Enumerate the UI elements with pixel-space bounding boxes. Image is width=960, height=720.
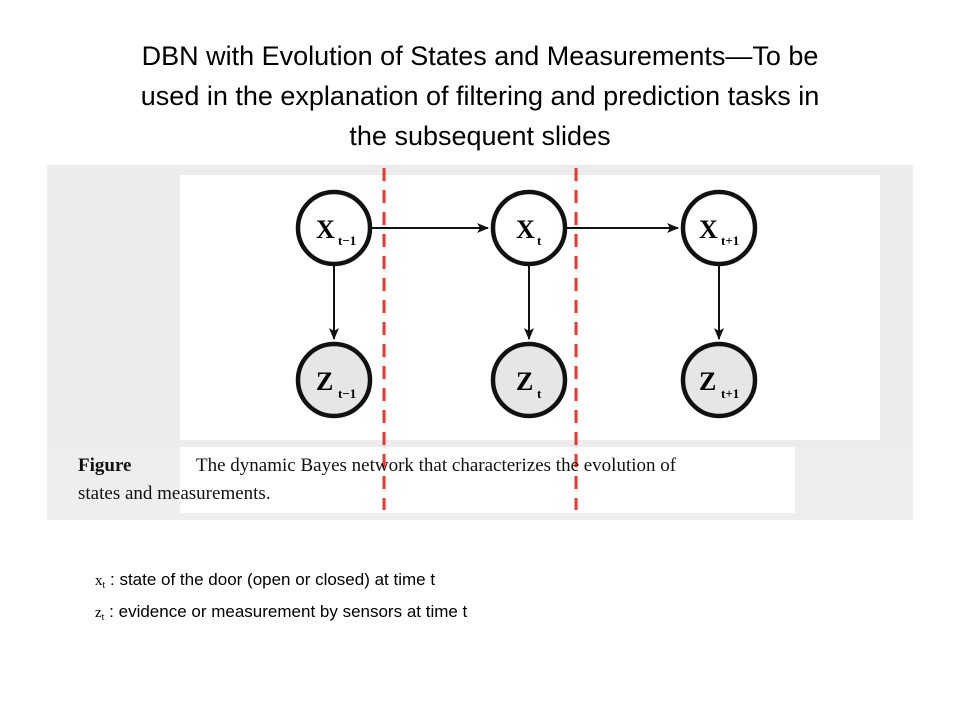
- title-line-2: used in the explanation of filtering and prediction tasks in: [140, 81, 820, 111]
- caption-text-line-2: states and measurements.: [78, 483, 271, 504]
- state-node-x-t: [493, 192, 565, 264]
- state-node-x-t-plus-1: [683, 192, 755, 264]
- svg-text:X: X: [699, 215, 718, 244]
- svg-text:Z: Z: [316, 367, 334, 396]
- legend-item-state: $x_t$ : state of the door (open or closed) at time t: [95, 570, 436, 591]
- measurement-node-z-t-minus-1: [298, 344, 370, 416]
- svg-text:X: X: [516, 215, 535, 244]
- svg-text:t+1: t+1: [721, 233, 740, 248]
- svg-text:Z: Z: [699, 367, 717, 396]
- svg-text:Z: Z: [516, 367, 534, 396]
- measurement-node-z-t: [493, 344, 565, 416]
- svg-text:t: t: [537, 386, 542, 401]
- svg-text:t−1: t−1: [338, 233, 357, 248]
- svg-text:X: X: [316, 215, 335, 244]
- state-node-x-t-minus-1: [298, 192, 370, 264]
- title-line-3: the subsequent slides: [349, 121, 611, 151]
- svg-text:t−1: t−1: [338, 386, 357, 401]
- figure-label: Figure: [78, 455, 132, 476]
- caption-text-line-1: The dynamic Bayes network that characterizes the evolution of: [196, 455, 677, 476]
- measurement-node-z-t-plus-1: [683, 344, 755, 416]
- legend-item-measurement: $z_t$ : evidence or measurement by sensors at time t: [95, 602, 468, 623]
- variable-legend: [95, 567, 467, 631]
- svg-text:t: t: [537, 233, 542, 248]
- title-line-1: DBN with Evolution of States and Measurements—To be: [141, 41, 819, 71]
- svg-text:t+1: t+1: [721, 386, 740, 401]
